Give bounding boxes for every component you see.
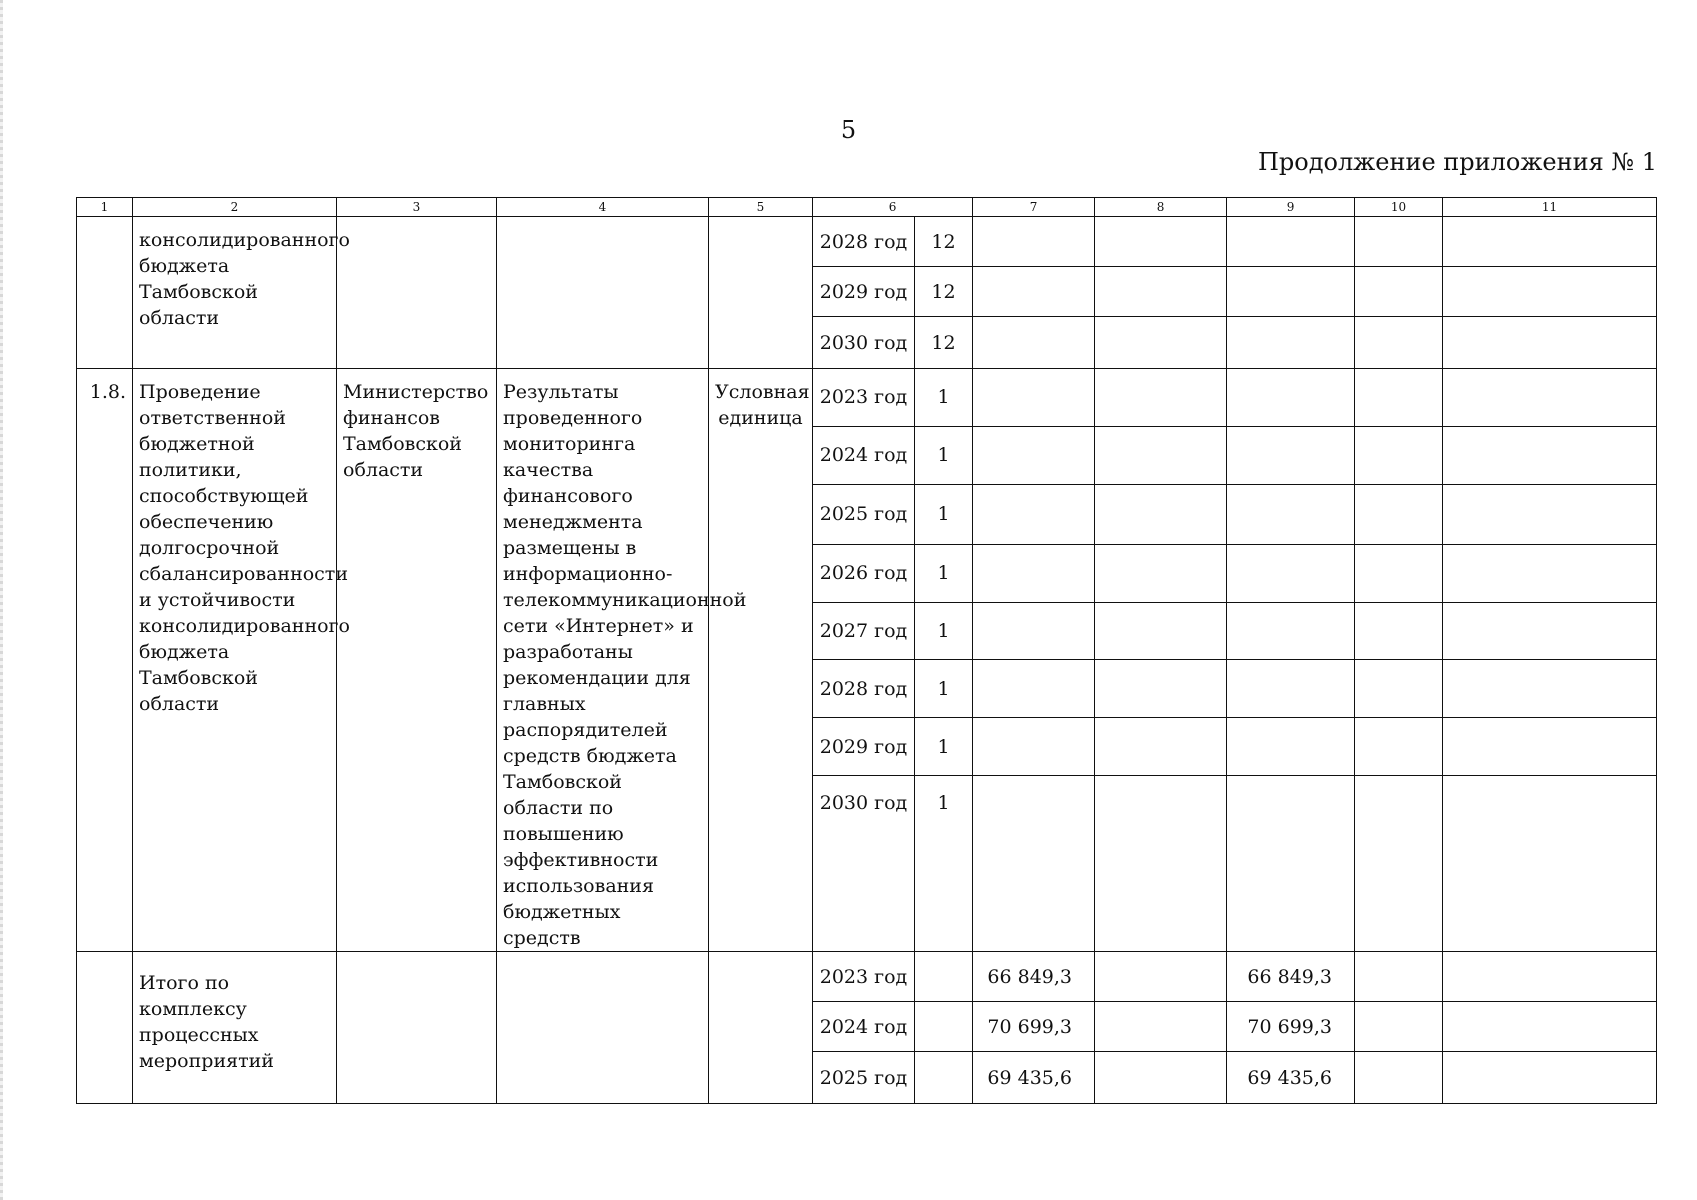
column-number: 6	[813, 198, 973, 217]
column-number-row	[77, 198, 1657, 217]
column-number: 3	[337, 198, 497, 217]
column-number: 10	[1355, 198, 1443, 217]
cell-unit: Условная единица	[709, 369, 813, 952]
cell-total-col7: 70 699,3	[973, 1002, 1095, 1052]
cell-value: 1	[915, 602, 973, 660]
cell-value: 12	[915, 267, 973, 317]
table-row	[77, 952, 1657, 1002]
table-row	[77, 369, 1657, 427]
column-number: 1	[77, 198, 133, 217]
scan-edge	[0, 0, 3, 1200]
cell-value: 12	[915, 317, 973, 369]
cell-responsible: Министерство финансов Тамбовской области	[337, 369, 497, 952]
column-number: 11	[1443, 198, 1657, 217]
column-number: 4	[497, 198, 709, 217]
cell-responsible	[337, 217, 497, 369]
cell-year: 2027 год	[813, 602, 915, 660]
cell-year: 2029 год	[813, 267, 915, 317]
cell-num: 1.8.	[77, 369, 133, 952]
cell-value: 12	[915, 217, 973, 267]
cell-year: 2028 год	[813, 660, 915, 718]
column-number: 2	[133, 198, 337, 217]
cell-value: 1	[915, 369, 973, 427]
column-number: 9	[1227, 198, 1355, 217]
cell-year: 2024 год	[813, 426, 915, 484]
cell-year: 2025 год	[813, 484, 915, 544]
cell-total-col9: 66 849,3	[1227, 952, 1355, 1002]
cell-description: консолидированного бюджета Тамбовской области	[133, 217, 337, 369]
cell-year: 2030 год	[813, 317, 915, 369]
column-number: 7	[973, 198, 1095, 217]
cell-total-col7: 69 435,6	[973, 1052, 1095, 1104]
table-row	[77, 217, 1657, 267]
cell-year: 2030 год	[813, 776, 915, 952]
column-number: 8	[1095, 198, 1227, 217]
cell-total-col7: 66 849,3	[973, 952, 1095, 1002]
cell-description: Проведение ответственной бюджетной политики, способствующей обеспечению долгосрочной сбалансированности и устойчивости консолидированного бюджета Тамбовской области	[133, 369, 337, 952]
cell-result	[497, 217, 709, 369]
cell-unit	[709, 217, 813, 369]
cell-result	[497, 952, 709, 1104]
cell-year: 2029 год	[813, 718, 915, 776]
cell-value: 1	[915, 426, 973, 484]
cell-value: 1	[915, 718, 973, 776]
cell-year: 2028 год	[813, 217, 915, 267]
column-number: 5	[709, 198, 813, 217]
cell-year: 2023 год	[813, 952, 915, 1002]
indicators-table	[76, 197, 1657, 1104]
page-caption: Продолжение приложения № 1	[1257, 148, 1657, 176]
cell-value: 1	[915, 484, 973, 544]
page-number: 5	[840, 116, 857, 144]
cell-unit	[709, 952, 813, 1104]
cell-result: Результаты проведенного мониторинга качества финансового менеджмента размещены в информационно-телекоммуникационной сети «Интернет» и разработаны рекомендации для главных распорядителей средств бюджета Тамбовской области по повышению эффективности использования бюджетных средств	[497, 369, 709, 952]
cell-value: 1	[915, 660, 973, 718]
cell-total-col9: 69 435,6	[1227, 1052, 1355, 1104]
cell-year: 2025 год	[813, 1052, 915, 1104]
cell-year: 2023 год	[813, 369, 915, 427]
cell-year: 2026 год	[813, 544, 915, 602]
cell-responsible	[337, 952, 497, 1104]
cell-value: 1	[915, 544, 973, 602]
cell-num	[77, 952, 133, 1104]
cell-num	[77, 217, 133, 369]
cell-year: 2024 год	[813, 1002, 915, 1052]
cell-total-col9: 70 699,3	[1227, 1002, 1355, 1052]
cell-description: Итого по комплексу процессных мероприятий	[133, 952, 337, 1104]
cell-value: 1	[915, 776, 973, 952]
